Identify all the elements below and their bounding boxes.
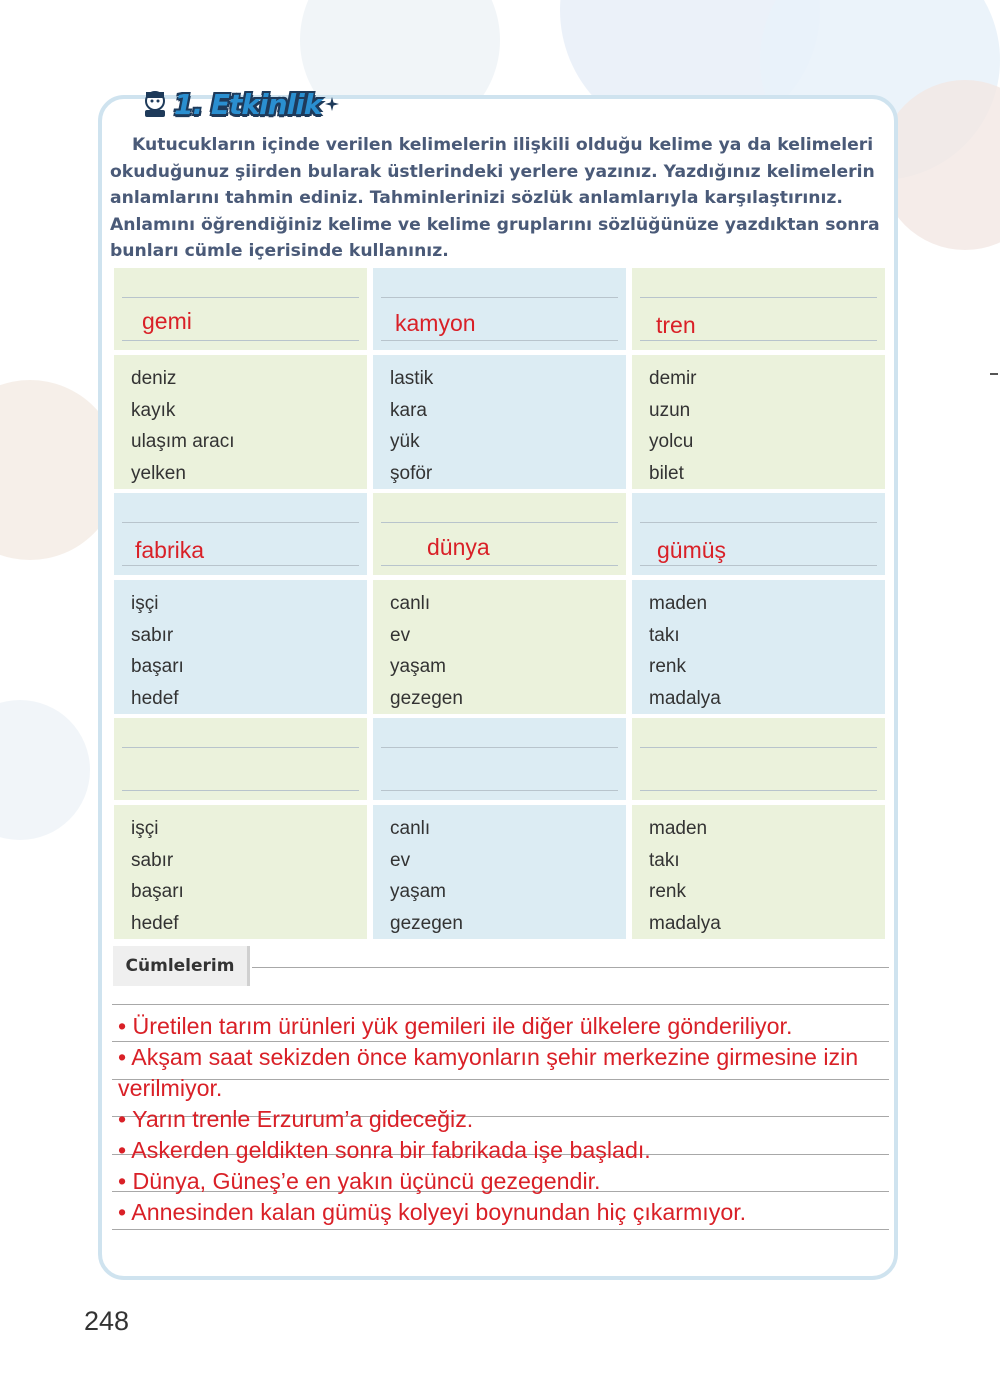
answer-text: dünya (427, 534, 490, 560)
word-list (131, 813, 184, 939)
list-item: maden (649, 818, 708, 839)
word-list (131, 363, 234, 489)
list-item: canlı (390, 818, 431, 839)
answer-area[interactable] (373, 718, 626, 800)
list-item: hedef (131, 687, 179, 709)
writing-line (112, 1229, 889, 1230)
list-item: sabır (131, 624, 174, 646)
answer-area[interactable] (632, 718, 885, 800)
activity-badge-label: 1. Etkinlik (174, 87, 322, 121)
word-list-area (373, 805, 626, 939)
list-item: madalya (649, 687, 721, 709)
word-list (390, 813, 463, 939)
sentence-item: • Akşam saat sekizden önce kamyonların şehir merkezine girmesine izin verilmiyor. (118, 1044, 859, 1101)
list-item: maden (649, 593, 708, 614)
activity-badge (140, 84, 339, 124)
word-list-area (114, 805, 367, 939)
background-circle (0, 700, 90, 840)
list-item: uzun (649, 399, 691, 421)
sentences-section-title: Cümlelerim (113, 946, 250, 986)
list-item: bilet (649, 462, 684, 484)
writing-line (252, 967, 889, 968)
list-item: kara (390, 399, 427, 421)
list-item: madalya (649, 912, 721, 934)
list-item: demir (649, 368, 697, 389)
sparkle-icon (325, 97, 339, 111)
list-item: yük (390, 431, 420, 453)
list-item: lastik (390, 368, 434, 389)
writing-line (112, 1004, 889, 1005)
answer-area[interactable] (114, 718, 367, 800)
answer-text: gümüş (657, 537, 727, 563)
word-list-area (114, 580, 367, 714)
word-list-area (632, 355, 885, 489)
list-item: yaşam (390, 656, 446, 678)
word-list (390, 363, 433, 489)
list-item: gezegen (390, 687, 463, 709)
answer-area[interactable] (632, 493, 885, 575)
list-item: sabır (131, 849, 174, 871)
answer-text: tren (656, 312, 696, 338)
answer-area[interactable] (373, 268, 626, 350)
list-item: ev (390, 849, 411, 871)
list-item: kayık (131, 399, 176, 421)
word-list-area (373, 580, 626, 714)
list-item: yelken (131, 462, 186, 484)
sentence-item: • Annesinden kalan gümüş kolyeyi boynundan hiç çıkarmıyor. (118, 1199, 747, 1225)
list-item: renk (649, 656, 686, 678)
word-list (649, 813, 721, 939)
answer-text: gemi (142, 308, 192, 334)
list-item: ev (390, 624, 411, 646)
answer-area[interactable] (373, 493, 626, 575)
list-item: şoför (390, 462, 433, 484)
student-icon (140, 89, 170, 119)
list-item: başarı (131, 656, 184, 678)
answer-area[interactable] (114, 493, 367, 575)
word-list (649, 363, 697, 489)
answer-area[interactable] (632, 268, 885, 350)
list-item: hedef (131, 912, 179, 934)
list-item: yolcu (649, 431, 694, 453)
answer-area[interactable] (114, 268, 367, 350)
list-item: takı (649, 849, 680, 871)
list-item: deniz (131, 368, 177, 389)
word-list (649, 588, 721, 714)
list-item: başarı (131, 881, 184, 903)
activity-instructions: Kutucukların içinde verilen kelimelerin ilişkili olduğu kelime ya da kelimeleri okuduğunuz şiirden bularak üstlerindeki yerlere yazınız. Yazdığınız kelimelerin anlamlarını tahmin ediniz. Tahminlerinizi sözlük anlamlarıyla karşılaştırınız. Anlamını öğrendiğiniz kelime ve kelime gruplarını sözlüğünüze yazdıktan sonra bunları cümle içerisinde kullanınız. (110, 135, 880, 262)
word-list (390, 588, 463, 714)
sentences-list (118, 1011, 888, 1228)
list-item: takı (649, 624, 680, 646)
list-item: işçi (131, 818, 159, 839)
sentence-item: • Askerden geldikten sonra bir fabrikada işe başladı. (118, 1137, 651, 1163)
list-item: gezegen (390, 912, 463, 934)
sentence-item: • Üretilen tarım ürünleri yük gemileri ile diğer ülkelere gönderiliyor. (118, 1013, 793, 1039)
word-list-area (632, 805, 885, 939)
sentence-item: • Yarın trenle Erzurum’a gideceğiz. (118, 1106, 474, 1132)
answer-text: fabrika (135, 537, 205, 563)
word-list-area (373, 355, 626, 489)
word-list (131, 588, 184, 714)
list-item: renk (649, 881, 686, 903)
answer-text: kamyon (395, 310, 476, 336)
word-list-area (114, 355, 367, 489)
sentence-item: • Dünya, Güneş’e en yakın üçüncü gezegendir. (118, 1168, 601, 1194)
list-item: yaşam (390, 881, 446, 903)
list-item: işçi (131, 593, 159, 614)
word-list-area (632, 580, 885, 714)
list-item: ulaşım aracı (131, 431, 235, 453)
list-item: canlı (390, 593, 431, 614)
page-number: 248 (84, 1306, 130, 1336)
margin-mark (990, 373, 998, 375)
